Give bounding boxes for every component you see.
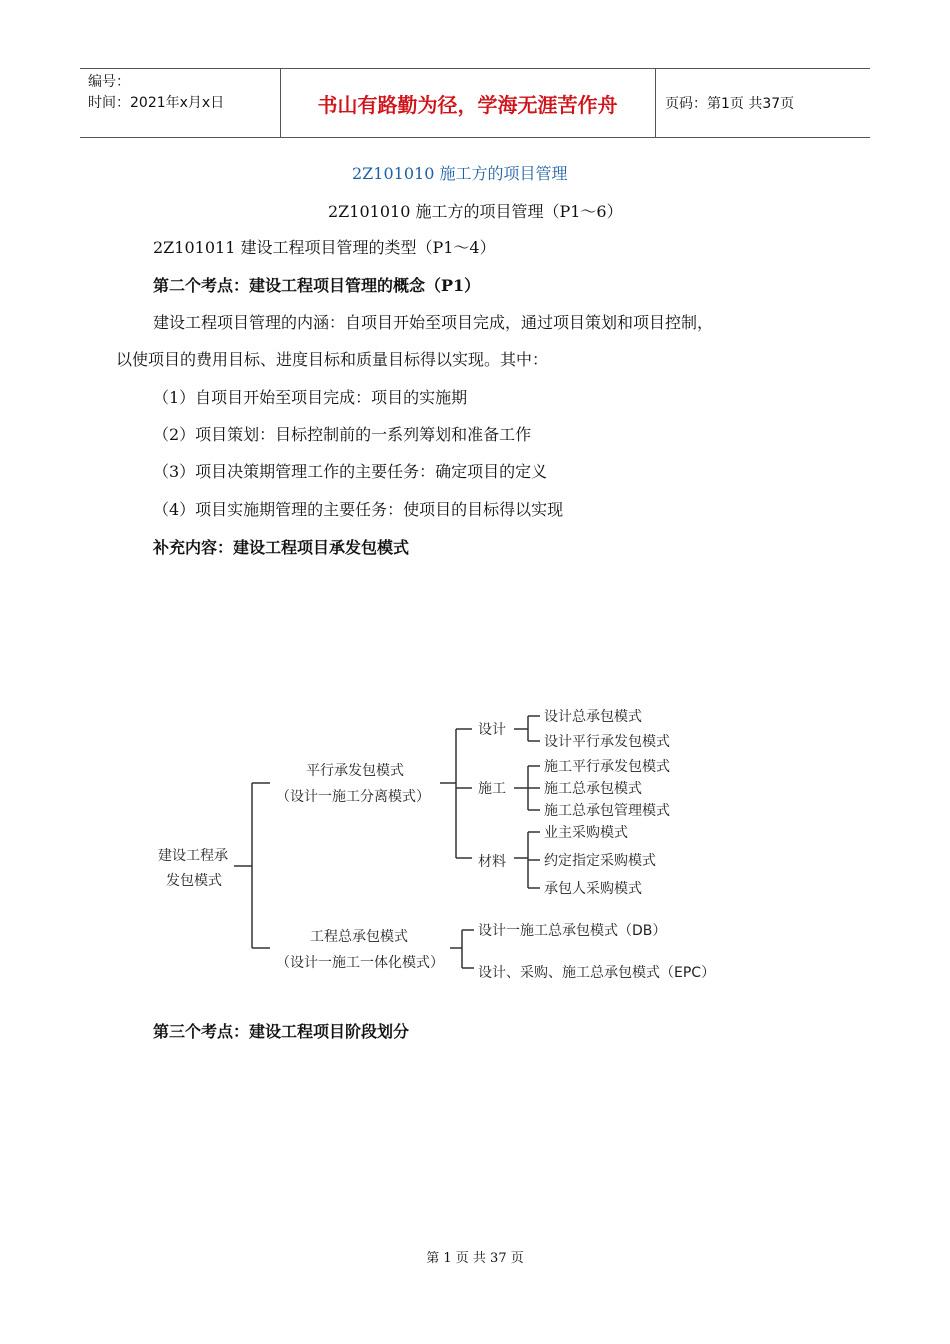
header-motto: 书山有路勤为径，学海无涯苦作舟 bbox=[317, 92, 618, 117]
doc-title-2: 2Z101010 施工方的项目管理（P1～6） bbox=[328, 202, 623, 221]
construction-item: 施工总承包模式 bbox=[544, 781, 642, 797]
diagram-root-line-1: 建设工程承 bbox=[158, 848, 228, 864]
header-number: 编号： bbox=[88, 74, 130, 90]
parallel-bracket bbox=[440, 729, 472, 858]
point-3-heading: 第三个考点：建设工程项目阶段划分 bbox=[153, 1022, 410, 1041]
general-bracket bbox=[450, 930, 474, 968]
list-item: （1）自项目开始至项目完成：项目的实施期 bbox=[153, 388, 468, 407]
general-mode-subtitle: （设计一施工一体化模式） bbox=[276, 955, 444, 971]
design-label: 设计 bbox=[478, 722, 506, 738]
material-item: 业主采购模式 bbox=[544, 825, 628, 841]
list-item: （2）项目策划：目标控制前的一系列筹划和准备工作 bbox=[153, 425, 532, 444]
list-item: （3）项目决策期管理工作的主要任务：确定项目的定义 bbox=[153, 462, 548, 481]
root-bracket bbox=[234, 783, 270, 948]
general-mode-label: 工程总承包模式 bbox=[310, 929, 408, 945]
construction-item: 施工总承包管理模式 bbox=[544, 803, 670, 819]
general-item: 设计一施工总承包模式（DB） bbox=[478, 923, 667, 939]
construction-bracket bbox=[514, 766, 540, 810]
material-label: 材料 bbox=[478, 854, 506, 870]
list-item: （4）项目实施期管理的主要任务：使项目的目标得以实现 bbox=[153, 500, 564, 519]
doc-title-1: 2Z101010 施工方的项目管理 bbox=[352, 164, 568, 183]
page-footer: 第 1 页 共 37 页 bbox=[426, 1251, 524, 1266]
parallel-mode-label: 平行承发包模式 bbox=[306, 763, 404, 779]
point-2-heading: 第二个考点：建设工程项目管理的概念（P1） bbox=[153, 276, 481, 295]
parallel-mode-subtitle: （设计一施工分离模式） bbox=[276, 789, 430, 805]
header-date: 时间：2021年x月x日 bbox=[88, 95, 225, 111]
supplement-heading: 补充内容：建设工程项目承发包模式 bbox=[153, 538, 410, 557]
header-page: 页码：第1页 共37页 bbox=[665, 96, 795, 112]
construction-label: 施工 bbox=[478, 781, 506, 797]
construction-item: 施工平行承发包模式 bbox=[544, 759, 670, 775]
paragraph-line-1: 建设工程项目管理的内涵：自项目开始至项目完成，通过项目策划和项目控制， bbox=[153, 313, 714, 332]
paragraph-line-2: 以使项目的费用目标、进度目标和质量目标得以实现。其中： bbox=[116, 350, 549, 369]
diagram-root-line-2: 发包模式 bbox=[166, 873, 222, 889]
material-item: 约定指定采购模式 bbox=[544, 853, 656, 869]
section-heading: 2Z101011 建设工程项目管理的类型（P1～4） bbox=[153, 238, 496, 257]
material-bracket bbox=[514, 832, 540, 888]
material-item: 承包人采购模式 bbox=[544, 881, 642, 897]
design-item: 设计总承包模式 bbox=[544, 709, 642, 725]
general-item: 设计、采购、施工总承包模式（EPC） bbox=[478, 965, 716, 981]
design-item: 设计平行承发包模式 bbox=[544, 734, 670, 750]
design-bracket bbox=[514, 716, 540, 741]
